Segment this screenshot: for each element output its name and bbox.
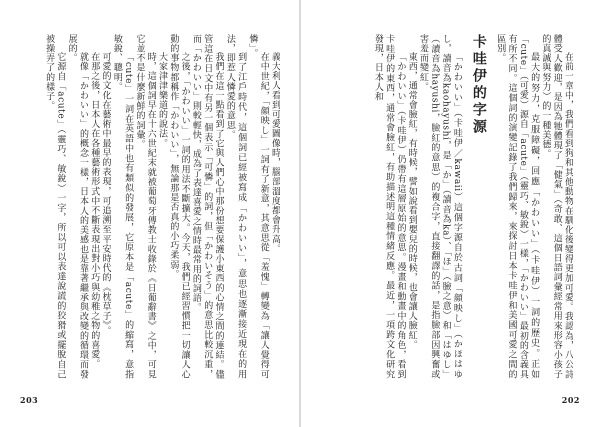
page-number: 202: [561, 395, 580, 405]
body-paragraph: 到了江戶時代，這個詞已經被寫成「かわいい」，意思也逐漸接近現在的用法，即惹人憐愛的意思。: [224, 34, 247, 379]
body-paragraph: 我們在這一點看到了它與人們心中那份想要保護小東西的心情之間的連結。儘管這在日文中有另一個表示「可憐」的詞，但「かわいそう」的意思比較沉重，而「かわいい」則較輕快，成為了表達喜愛之情時最常用的詞語。: [190, 34, 224, 379]
body-paragraph: 大家津津樂道的說法。: [157, 52, 168, 148]
body-paragraph: 在中世紀，「顔映し」一詞有了新意，其意思從「羞愧」轉變為「讓人覺得可憐」。: [247, 34, 269, 379]
body-paragraph: 在前一章中，我們看到狗和其他動物在馴化後變得更加可愛。我認為，八公詩體受人歡迎，是因為牠體現了「健氣」（奇敢、這個日語詞彙經常用來形容小孩子的真誠與努力）的一種美德。: [540, 34, 573, 379]
body-paragraph: 「かわいい」（卡哇伊）仍帶有這層原始的意思。漫畫和動畫中的角色，看到卡哇伊的東西，通常會臉紅，有助描述明這種情緒反應。最近，一項跨文化研究發現，日本人和: [372, 34, 406, 379]
right-page: [301, 0, 600, 427]
left-page-body: [28, 34, 280, 379]
body-paragraph: 時，這個詞早在十六世紀末就被葡萄牙傳教士收錄於《日葡辭書》之中，可見它並不是什麼新鮮的詞彙。: [134, 34, 156, 379]
body-paragraph: 「かわいい」（卡哇伊／kawaii）這個字源自於古詞「顔映し」（かほはゆし，讀音為kaohayushi，是「か」（讀音為ka）、「ほ」（臉之意）和「はゆし」（讀音為hayushi，臉紅的意思）的複合字，直接翻譯的話，是指臉部因興奮或害羞而變紅。: [418, 34, 462, 379]
body-paragraph: 在那之後，日本人在各種藝術形式中不斷表現出對小巧與幼稚之物的喜愛。: [89, 52, 100, 369]
page-number: 203: [20, 395, 39, 405]
body-paragraph: 就像「かわいい」的概念一樣，日本人的美感也是靠著繼承與改變的循環而發展的。: [66, 34, 88, 379]
body-paragraph: 最大的努力，克服障礙，回應「かわいい」（卡哇伊）一詞的歷史。正如「cute」（可愛）源自「acute」（靈巧、敏銳）一樣，「かわいい」最初的含義具有所不同。這個詞的演變記錄了我們歸來，來探討日本卡哇伊和美國可愛之間的區別。: [495, 34, 540, 379]
body-paragraph: 義大利人看到可愛圖像時，腦部溫度都會升高。: [270, 52, 280, 254]
body-paragraph: 可愛的文化在藝術中最早的表現，可追溯至平安時代的《枕草子》。: [100, 52, 111, 336]
body-paragraph: 它源自「acute」（靈巧、敏銳）一字，所以可以表達說謊的狡猾或擺脫自己被操弄了的樣子。: [44, 34, 66, 379]
body-paragraph: 「cute」一詞在英語中也有類似的發展，它原本是「acute」的縮寫，意指敏銳、聰明。: [111, 34, 134, 379]
right-page-body: [323, 34, 573, 379]
left-page: [0, 0, 299, 427]
section-heading: 卡哇伊的字源: [470, 34, 487, 136]
body-paragraph: 之後，「かわいい」一詞的用法不斷擴大。今天，我們已經習慣把一切讓人心動的事物都稱作「かわいい」，無論那是否真的小巧柔弱。: [168, 34, 190, 379]
body-paragraph: 東西，通常會臉紅，有時候，譬如說看到嬰兒的時候，也會讓人臉紅。: [406, 52, 417, 350]
